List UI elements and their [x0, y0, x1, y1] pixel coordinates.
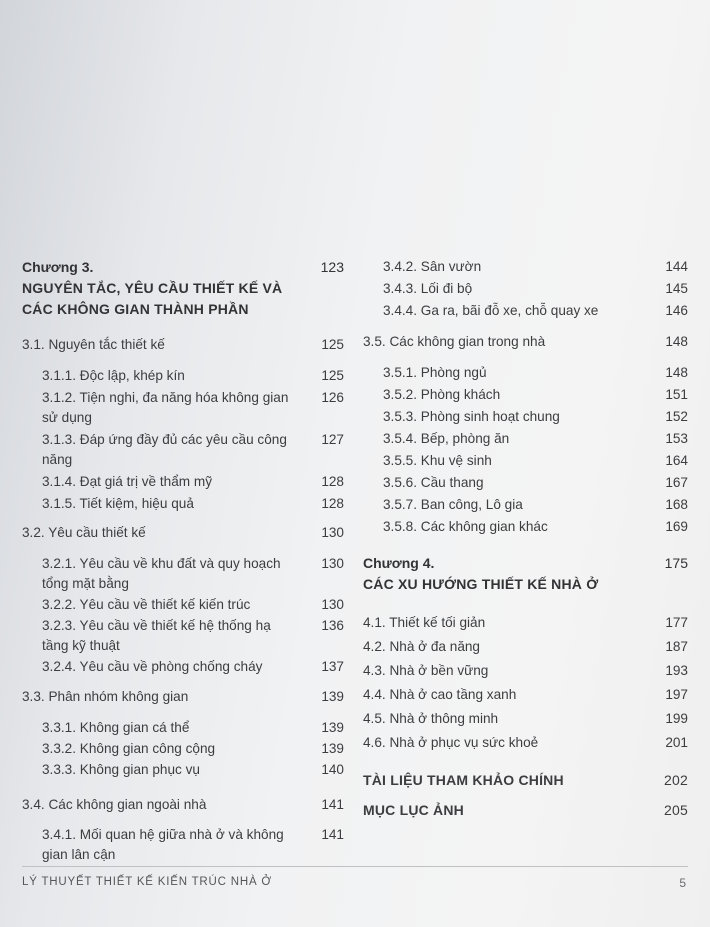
toc-entry: 3.3.3. Không gian phục vụ 140 [42, 762, 344, 777]
toc-entry: 4.4. Nhà ở cao tầng xanh 197 [363, 687, 688, 702]
toc-entry: 3.3.2. Không gian công cộng 139 [42, 741, 344, 756]
toc-entry: 3.3. Phân nhóm không gian 139 [22, 689, 344, 704]
toc-entry: 3.3.1. Không gian cá thể 139 [42, 720, 344, 735]
chapter-4-page: 175 [664, 555, 688, 571]
toc-entry: 3.4.4. Ga ra, bãi đỗ xe, chỗ quay xe 146 [383, 303, 688, 318]
toc-right-column [363, 256, 688, 820]
toc-left-column [22, 256, 344, 865]
toc-entry: 3.1.4. Đạt giá trị về thẩm mỹ 128 [42, 474, 344, 489]
toc-entry: 4.5. Nhà ở thông minh 199 [363, 711, 688, 726]
chapter-3-title: NGUYÊN TẮC, YÊU CẦU THIẾT KẾ VÀ CÁC KHÔNG GIAN THÀNH PHẦN [22, 280, 283, 317]
chapter-3-label: Chương 3. [22, 259, 94, 275]
toc-entry: 4.2. Nhà ở đa năng 187 [363, 639, 688, 654]
toc-entry: 3.5.6. Cầu thang 167 [383, 475, 688, 490]
toc-entry: 3.5.8. Các không gian khác 169 [383, 519, 688, 534]
references-entry: TÀI LIỆU THAM KHẢO CHÍNH 202 [363, 772, 688, 788]
toc-entry: 3.1.1. Độc lập, khép kín 125 [42, 368, 344, 383]
footer-divider [22, 866, 688, 867]
toc-entry: 3.4.1. Mối quan hệ giữa nhà ở và không gian lân cận 141 [42, 827, 344, 862]
chapter-4-heading [363, 552, 688, 595]
toc-entry: 3.2.1. Yêu cầu về khu đất và quy hoạch tổng mặt bằng 130 [42, 556, 344, 591]
toc-entry: 3.5.1. Phòng ngủ 148 [383, 365, 688, 380]
chapter-3-heading [22, 256, 344, 320]
toc-entry: 4.3. Nhà ở bền vững 193 [363, 663, 688, 678]
footer-book-title: LÝ THUYẾT THIẾT KẾ KIẾN TRÚC NHÀ Ở [22, 876, 273, 888]
toc-entry: 3.5.5. Khu vệ sinh 164 [383, 453, 688, 468]
image-index-entry: MỤC LỤC ẢNH 205 [363, 802, 688, 818]
toc-entry: 3.2.2. Yêu cầu về thiết kế kiến trúc 130 [42, 597, 344, 612]
toc-entry: 3.4.2. Sân vườn 144 [383, 259, 688, 274]
toc-entry: 3.5. Các không gian trong nhà 148 [363, 334, 688, 349]
toc-entry: 3.4. Các không gian ngoài nhà 141 [22, 797, 344, 812]
toc-entry: 3.5.3. Phòng sinh hoạt chung 152 [383, 409, 688, 424]
footer-page-number: 5 [679, 876, 686, 890]
toc-entry: 3.1. Nguyên tắc thiết kế 125 [22, 337, 344, 352]
toc-entry: 3.2.4. Yêu cầu về phòng chống cháy 137 [42, 659, 344, 674]
toc-entry: 3.5.2. Phòng khách 151 [383, 387, 688, 402]
chapter-4-label: Chương 4. [363, 555, 435, 571]
toc-entry: 3.4.3. Lối đi bộ 145 [383, 281, 688, 296]
toc-entry: 3.1.3. Đáp ứng đầy đủ các yêu cầu công năng 127 [42, 432, 344, 467]
toc-entry: 3.2.3. Yêu cầu về thiết kế hệ thống hạ tầng kỹ thuật 136 [42, 618, 344, 653]
toc-entry: 3.5.7. Ban công, Lô gia 168 [383, 497, 688, 512]
toc-entry: 3.1.5. Tiết kiệm, hiệu quả 128 [42, 496, 344, 511]
toc-entry: 3.2. Yêu cầu thiết kế 130 [22, 525, 344, 540]
toc-entry: 3.5.4. Bếp, phòng ăn 153 [383, 431, 688, 446]
chapter-3-page: 123 [320, 259, 344, 275]
toc-entry: 3.1.2. Tiện nghi, đa năng hóa không gian sử dụng 126 [42, 390, 344, 425]
toc-entry: 4.6. Nhà ở phục vụ sức khoẻ 201 [363, 735, 688, 750]
chapter-4-title: CÁC XU HƯỚNG THIẾT KẾ NHÀ Ở [363, 576, 599, 592]
toc-entry: 4.1. Thiết kế tối giản 177 [363, 615, 688, 630]
